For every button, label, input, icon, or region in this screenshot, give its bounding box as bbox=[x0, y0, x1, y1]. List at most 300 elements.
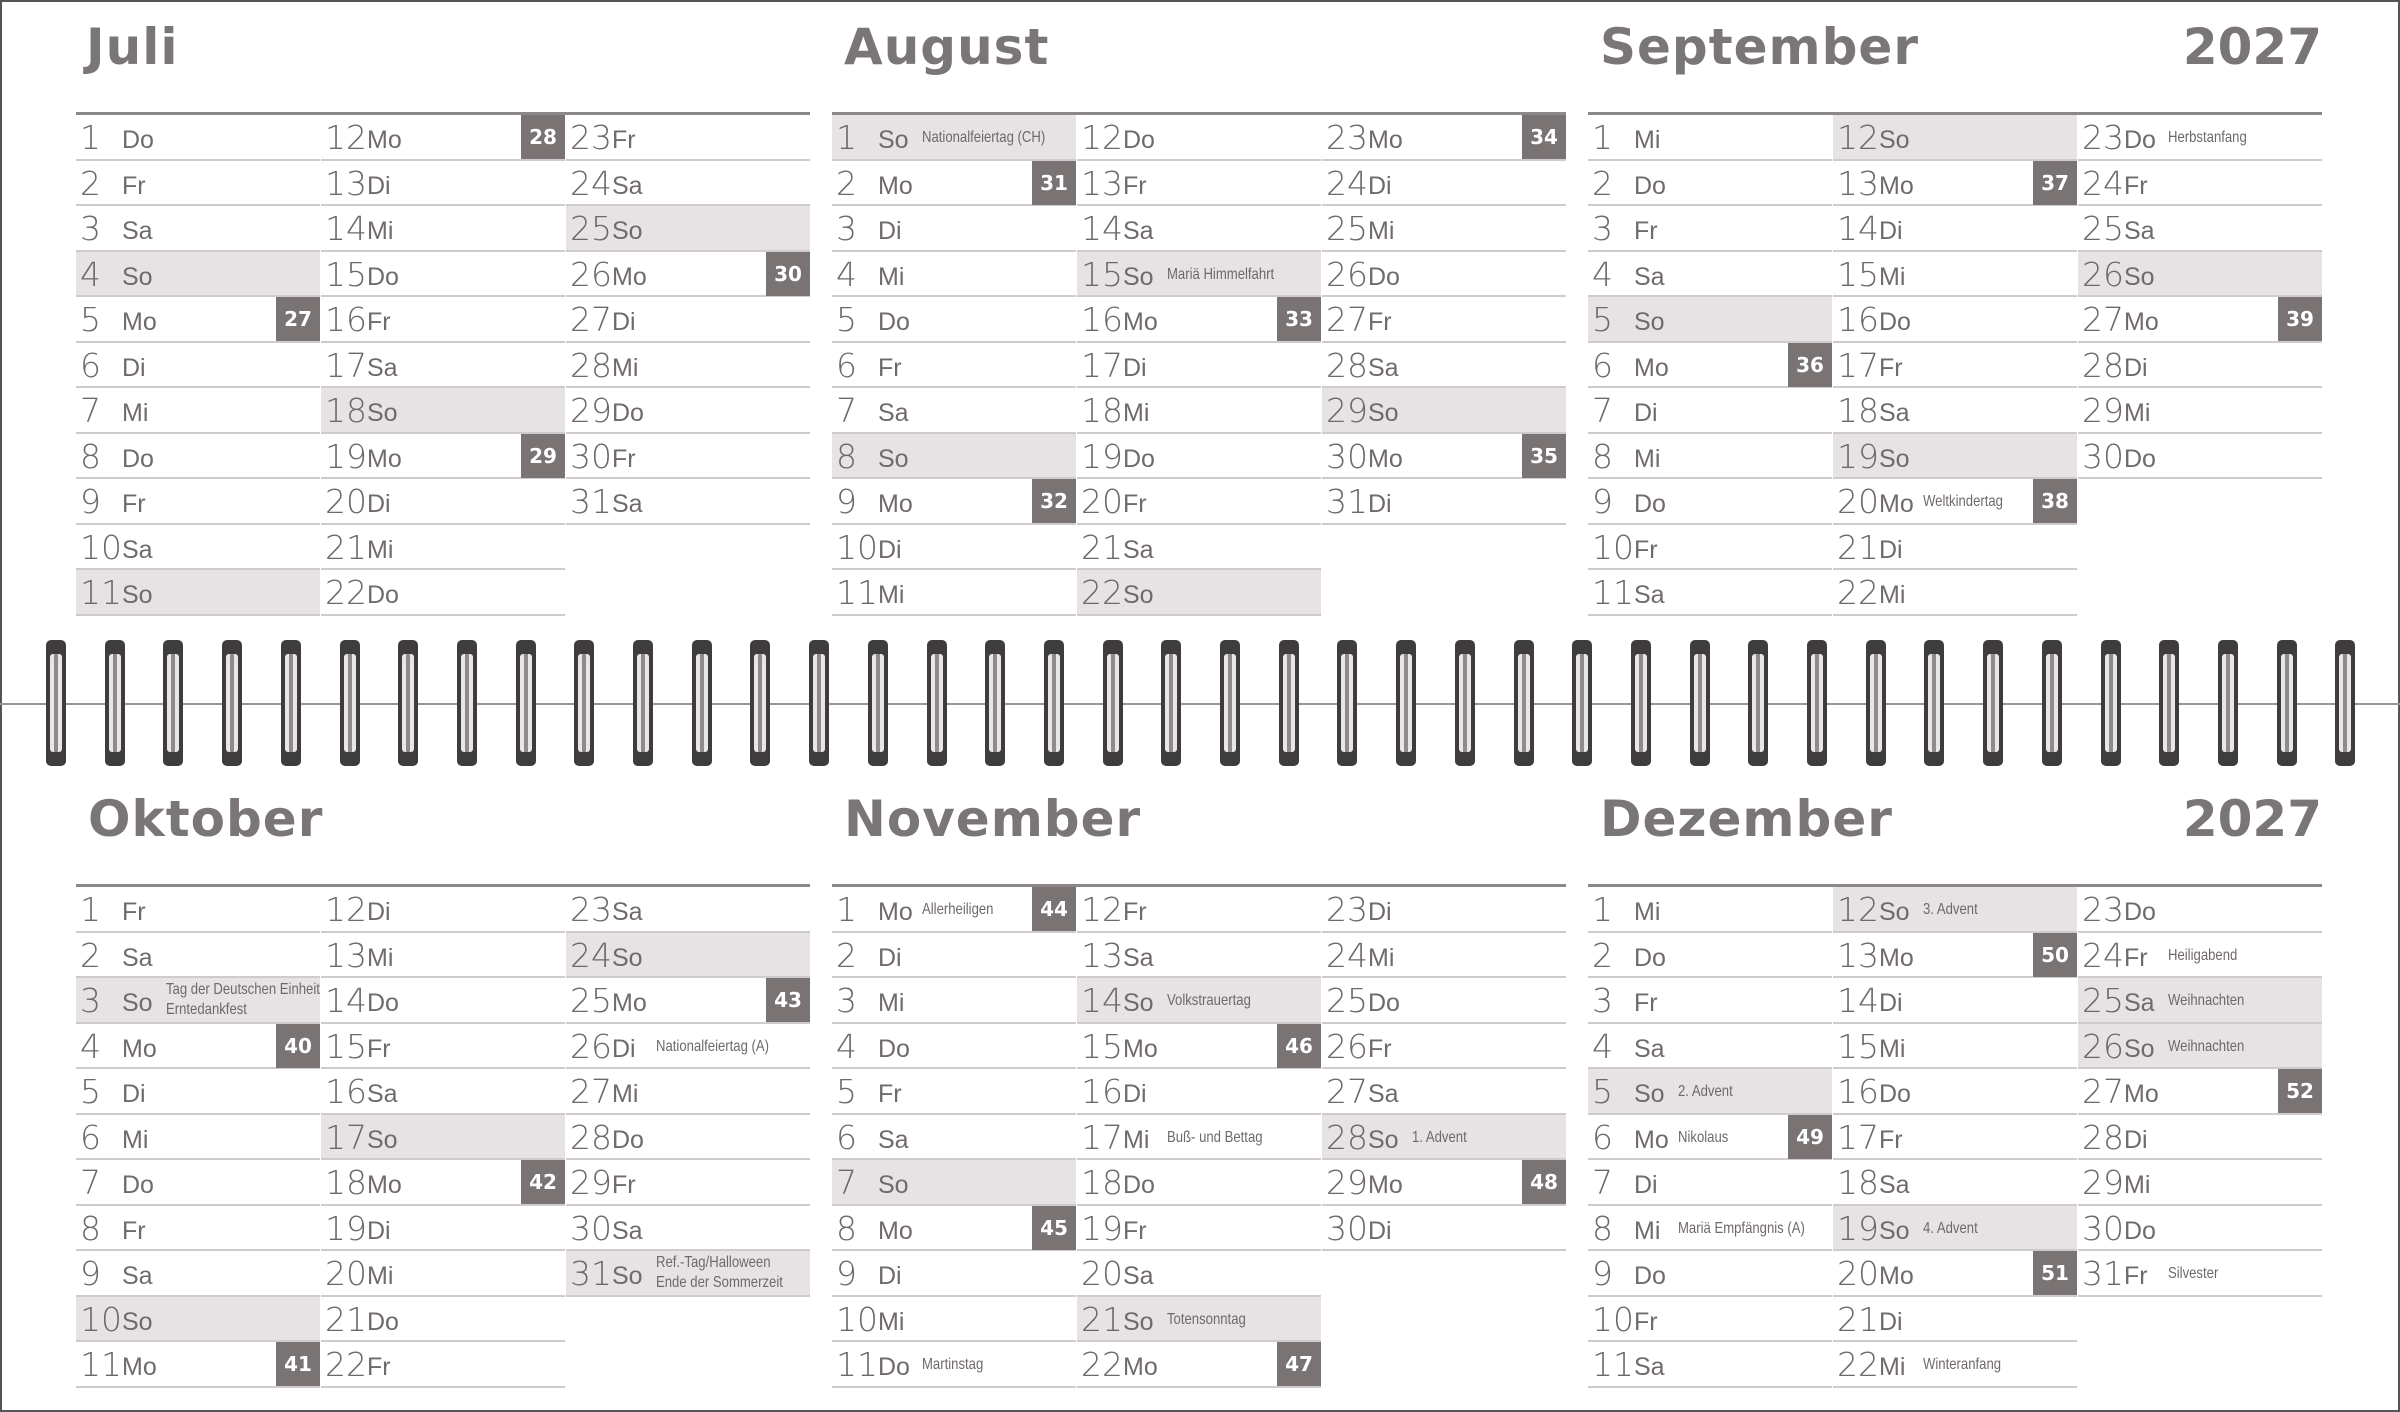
binding-ring-icon bbox=[2214, 640, 2242, 766]
day-number: 12 bbox=[1081, 118, 1123, 157]
day-cell bbox=[1833, 343, 2077, 389]
day-column bbox=[321, 115, 565, 616]
day-number: 8 bbox=[80, 1208, 101, 1248]
weekday-label: Fr bbox=[2124, 171, 2148, 200]
week-number-badge: 48 bbox=[1522, 1160, 1566, 1204]
day-number: 12 bbox=[325, 890, 367, 929]
weekday-label: Fr bbox=[878, 1080, 902, 1108]
weekday-label: Di bbox=[1634, 399, 1658, 427]
day-cell bbox=[1077, 570, 1321, 616]
day-number: 1 bbox=[836, 118, 857, 157]
day-cell bbox=[1833, 434, 2077, 480]
day-number: 11 bbox=[836, 1345, 878, 1384]
week-number-badge: 30 bbox=[766, 252, 810, 296]
day-number: 6 bbox=[1592, 345, 1613, 385]
binding-ring-icon bbox=[1568, 640, 1596, 766]
day-cell bbox=[2078, 1251, 2322, 1297]
binding-ring-icon bbox=[512, 640, 540, 766]
day-number: 28 bbox=[2082, 345, 2124, 385]
weekday-label: Sa bbox=[1123, 1262, 1154, 1290]
day-cell bbox=[1833, 978, 2077, 1024]
day-cell bbox=[1833, 161, 2077, 207]
day-cell bbox=[1833, 1342, 2077, 1388]
binding-ring-icon bbox=[1451, 640, 1479, 766]
holiday-line: Mariä Empfängnis (A) bbox=[1678, 1219, 1805, 1237]
day-number: 30 bbox=[570, 436, 612, 476]
weekday-label: So bbox=[2124, 1034, 2155, 1063]
day-cell bbox=[1077, 252, 1321, 298]
weekday-label: Sa bbox=[1368, 353, 1399, 382]
day-number: 5 bbox=[80, 300, 101, 339]
weekday-label: Di bbox=[1879, 217, 1903, 245]
day-cell bbox=[76, 1069, 320, 1115]
day-number: 18 bbox=[1837, 1163, 1879, 1202]
day-number: 24 bbox=[570, 935, 612, 975]
weekday-label: Do bbox=[1368, 262, 1400, 291]
binding-ring-icon bbox=[2097, 640, 2125, 766]
weekday-label: Do bbox=[1634, 943, 1666, 972]
weekday-label: Mo bbox=[612, 989, 647, 1017]
day-cell bbox=[76, 1115, 320, 1161]
week-number-badge: 39 bbox=[2278, 297, 2322, 341]
day-cell bbox=[1322, 252, 1566, 298]
holiday-label bbox=[1923, 901, 1978, 919]
weekday-label: So bbox=[2124, 262, 2155, 291]
week-number-badge: 29 bbox=[521, 434, 565, 478]
day-cell bbox=[2078, 1115, 2322, 1161]
holiday-line: 1. Advent bbox=[1412, 1128, 1467, 1146]
day-number: 11 bbox=[1592, 573, 1634, 612]
day-cell bbox=[1322, 933, 1566, 979]
day-number: 21 bbox=[1081, 527, 1123, 567]
weekday-label: Do bbox=[367, 581, 399, 609]
day-column bbox=[832, 887, 1076, 1388]
weekday-label: Mi bbox=[1879, 1034, 1906, 1063]
day-number: 14 bbox=[1837, 209, 1879, 248]
day-number: 3 bbox=[1592, 981, 1613, 1020]
day-cell bbox=[1588, 434, 1832, 480]
day-cell bbox=[2078, 388, 2322, 434]
holiday-line: Weihnachten bbox=[2168, 992, 2245, 1009]
weekday-label: Sa bbox=[1634, 1034, 1665, 1063]
day-cell bbox=[1588, 933, 1832, 979]
weekday-label: Mo bbox=[1879, 171, 1914, 200]
day-cell bbox=[321, 161, 565, 207]
day-number: 24 bbox=[1326, 163, 1368, 203]
day-cell bbox=[1833, 1251, 2077, 1297]
day-cell bbox=[321, 343, 565, 389]
day-cell bbox=[1588, 1160, 1832, 1206]
weekday-label: Mo bbox=[367, 126, 402, 154]
week-number-badge: 36 bbox=[1788, 343, 1832, 387]
day-cell bbox=[832, 525, 1076, 571]
day-cell bbox=[832, 434, 1076, 480]
weekday-label: Mi bbox=[367, 1262, 394, 1290]
day-cell bbox=[832, 1115, 1076, 1161]
binding-ring-icon bbox=[453, 640, 481, 766]
day-number: 27 bbox=[2082, 300, 2124, 339]
holiday-line: Heiligabend bbox=[2168, 946, 2238, 964]
weekday-label: Fr bbox=[878, 353, 902, 382]
day-cell bbox=[1322, 434, 1566, 480]
day-cell bbox=[1077, 1206, 1321, 1252]
weekday-label: Di bbox=[1879, 1307, 1903, 1336]
day-cell bbox=[832, 933, 1076, 979]
day-cell bbox=[76, 1160, 320, 1206]
day-cell bbox=[2078, 1160, 2322, 1206]
holiday-line: Ref.-Tag/Halloween bbox=[656, 1254, 771, 1271]
weekday-label: Do bbox=[1879, 1080, 1911, 1108]
holiday-line: Nikolaus bbox=[1678, 1128, 1729, 1146]
weekday-label: Sa bbox=[612, 171, 643, 200]
day-cell bbox=[1077, 1024, 1321, 1070]
weekday-label: Do bbox=[1123, 126, 1155, 154]
holiday-label bbox=[1167, 266, 1274, 284]
holiday-label bbox=[1167, 992, 1251, 1010]
day-number: 11 bbox=[836, 573, 878, 612]
day-column bbox=[1833, 115, 2077, 616]
day-column bbox=[566, 887, 810, 1297]
day-number: 20 bbox=[325, 482, 367, 521]
weekday-label: Sa bbox=[1634, 581, 1665, 609]
day-cell bbox=[76, 297, 320, 343]
day-number: 3 bbox=[836, 209, 857, 248]
day-cell bbox=[321, 434, 565, 480]
day-number: 20 bbox=[1081, 482, 1123, 521]
day-cell bbox=[566, 1024, 810, 1070]
day-cell bbox=[321, 297, 565, 343]
day-cell bbox=[1077, 479, 1321, 525]
weekday-label: Mi bbox=[1634, 444, 1661, 473]
weekday-label: Mi bbox=[367, 217, 394, 245]
day-cell bbox=[2078, 115, 2322, 161]
day-number: 27 bbox=[570, 1072, 612, 1111]
day-cell bbox=[2078, 1206, 2322, 1252]
weekday-label: Mo bbox=[1368, 1171, 1403, 1199]
day-number: 14 bbox=[1837, 981, 1879, 1020]
weekday-label: Mi bbox=[612, 353, 639, 382]
holiday-label bbox=[1167, 1129, 1263, 1147]
week-number-badge: 42 bbox=[521, 1160, 565, 1204]
weekday-label: Do bbox=[878, 308, 910, 336]
weekday-label: Do bbox=[367, 989, 399, 1017]
day-cell bbox=[1322, 115, 1566, 161]
day-cell bbox=[2078, 252, 2322, 298]
day-cell bbox=[566, 978, 810, 1024]
weekday-label: Di bbox=[1879, 535, 1903, 564]
day-cell bbox=[1077, 887, 1321, 933]
day-number: 24 bbox=[2082, 163, 2124, 203]
weekday-label: Do bbox=[2124, 126, 2156, 154]
day-number: 17 bbox=[325, 1117, 367, 1157]
weekday-label: Mo bbox=[1634, 353, 1669, 382]
day-number: 15 bbox=[1081, 254, 1123, 294]
day-cell bbox=[832, 206, 1076, 252]
day-column bbox=[76, 887, 320, 1388]
week-number-badge: 32 bbox=[1032, 479, 1076, 523]
day-number: 2 bbox=[836, 935, 857, 975]
binding-ring-icon bbox=[1510, 640, 1538, 766]
day-number: 13 bbox=[1081, 163, 1123, 203]
day-cell bbox=[832, 1024, 1076, 1070]
day-number: 2 bbox=[1592, 935, 1613, 975]
day-cell bbox=[321, 570, 565, 616]
day-number: 2 bbox=[80, 935, 101, 975]
week-number-badge: 52 bbox=[2278, 1069, 2322, 1113]
day-number: 5 bbox=[836, 1072, 857, 1111]
holiday-line: 3. Advent bbox=[1923, 901, 1978, 918]
weekday-label: So bbox=[1634, 308, 1665, 336]
day-number: 24 bbox=[1326, 935, 1368, 975]
weekday-label: Do bbox=[612, 1125, 644, 1154]
day-cell bbox=[1077, 343, 1321, 389]
weekday-label: Fr bbox=[367, 308, 391, 336]
weekday-label: So bbox=[1879, 126, 1910, 154]
day-number: 8 bbox=[836, 436, 857, 476]
weekday-label: Di bbox=[122, 1080, 146, 1108]
binding-ring-icon bbox=[1157, 640, 1185, 766]
day-number: 12 bbox=[1081, 890, 1123, 929]
weekday-label: Do bbox=[122, 126, 154, 154]
day-cell bbox=[566, 206, 810, 252]
holiday-label bbox=[922, 901, 993, 919]
day-number: 8 bbox=[1592, 436, 1613, 476]
month-title: Dezember bbox=[1600, 790, 1893, 848]
day-number: 18 bbox=[325, 391, 367, 430]
day-number: 24 bbox=[570, 163, 612, 203]
day-number: 18 bbox=[325, 1163, 367, 1202]
day-number: 6 bbox=[80, 1117, 101, 1157]
day-number: 8 bbox=[1592, 1208, 1613, 1248]
weekday-label: Di bbox=[367, 490, 391, 518]
binding-ring-icon bbox=[1920, 640, 1948, 766]
day-cell bbox=[2078, 343, 2322, 389]
day-cell bbox=[832, 115, 1076, 161]
day-cell bbox=[1833, 933, 2077, 979]
day-cell bbox=[1077, 1115, 1321, 1161]
day-cell bbox=[1077, 388, 1321, 434]
day-cell bbox=[1077, 1297, 1321, 1343]
holiday-label bbox=[1923, 1356, 2001, 1374]
weekday-label: Sa bbox=[122, 217, 153, 245]
weekday-label: Fr bbox=[2124, 943, 2148, 972]
weekday-label: Sa bbox=[878, 399, 909, 427]
binding-ring-icon bbox=[629, 640, 657, 766]
day-cell bbox=[76, 115, 320, 161]
day-cell bbox=[1833, 570, 2077, 616]
day-number: 31 bbox=[2082, 1254, 2124, 1293]
day-cell bbox=[832, 1069, 1076, 1115]
weekday-label: Mo bbox=[1368, 126, 1403, 154]
weekday-label: Fr bbox=[367, 1353, 391, 1381]
holiday-label bbox=[1923, 493, 2003, 511]
weekday-label: Sa bbox=[1634, 262, 1665, 291]
day-number: 1 bbox=[80, 890, 101, 929]
weekday-label: Di bbox=[367, 171, 391, 200]
day-cell bbox=[2078, 206, 2322, 252]
day-number: 16 bbox=[1081, 1072, 1123, 1111]
holiday-label bbox=[1412, 1129, 1467, 1147]
day-cell bbox=[2078, 933, 2322, 979]
day-number: 29 bbox=[1326, 1163, 1368, 1202]
day-number: 14 bbox=[325, 209, 367, 248]
day-cell bbox=[1322, 1206, 1566, 1252]
day-number: 10 bbox=[836, 1299, 878, 1339]
day-number: 23 bbox=[2082, 890, 2124, 929]
binding-ring-icon bbox=[2038, 640, 2066, 766]
binding-ring-icon bbox=[394, 640, 422, 766]
day-number: 27 bbox=[1326, 300, 1368, 339]
weekday-label: Mo bbox=[612, 262, 647, 291]
binding-ring-icon bbox=[1862, 640, 1890, 766]
day-cell bbox=[832, 1251, 1076, 1297]
binding-ring-icon bbox=[101, 640, 129, 766]
day-cell bbox=[321, 1160, 565, 1206]
weekday-label: Mo bbox=[2124, 308, 2159, 336]
week-number-badge: 31 bbox=[1032, 161, 1076, 205]
holiday-line: Volkstrauertag bbox=[1167, 992, 1251, 1009]
weekday-label: Mo bbox=[878, 898, 913, 926]
day-cell bbox=[1077, 297, 1321, 343]
day-cell bbox=[76, 206, 320, 252]
weekday-label: Fr bbox=[122, 171, 146, 200]
day-cell bbox=[2078, 887, 2322, 933]
weekday-label: So bbox=[1123, 581, 1154, 609]
day-column bbox=[566, 115, 810, 525]
binding-ring-icon bbox=[2331, 640, 2359, 766]
weekday-label: Sa bbox=[1368, 1080, 1399, 1108]
day-cell bbox=[76, 434, 320, 480]
holiday-line: Allerheiligen bbox=[922, 901, 994, 918]
day-cell bbox=[566, 1160, 810, 1206]
holiday-label bbox=[2168, 1265, 2218, 1283]
day-cell bbox=[76, 1251, 320, 1297]
holiday-line: Buß- und Bettag bbox=[1167, 1128, 1263, 1146]
day-number: 12 bbox=[325, 118, 367, 157]
holiday-line: Nationalfeiertag (A) bbox=[656, 1037, 770, 1055]
day-column bbox=[1077, 887, 1321, 1388]
day-cell bbox=[76, 1024, 320, 1070]
day-number: 28 bbox=[1326, 345, 1368, 385]
weekday-label: Mo bbox=[367, 444, 402, 473]
day-column bbox=[2078, 115, 2322, 479]
weekday-label: Do bbox=[122, 444, 154, 473]
weekday-label: Do bbox=[367, 1307, 399, 1336]
day-cell bbox=[1833, 388, 2077, 434]
day-number: 23 bbox=[570, 118, 612, 157]
day-number: 9 bbox=[1592, 1254, 1613, 1293]
year-label: 2027 bbox=[2182, 790, 2322, 848]
day-column bbox=[321, 887, 565, 1388]
binding-ring-icon bbox=[1040, 640, 1068, 766]
day-number: 25 bbox=[570, 981, 612, 1020]
day-number: 23 bbox=[1326, 890, 1368, 929]
weekday-label: Sa bbox=[1123, 535, 1154, 564]
month-title: September bbox=[1600, 18, 1919, 76]
day-cell bbox=[1833, 1160, 2077, 1206]
day-number: 4 bbox=[80, 254, 101, 294]
weekday-label: Fr bbox=[612, 1171, 636, 1199]
spiral-binding bbox=[0, 628, 2400, 778]
day-number: 30 bbox=[2082, 436, 2124, 476]
day-number: 25 bbox=[570, 209, 612, 248]
binding-ring-icon bbox=[1627, 640, 1655, 766]
week-number-badge: 47 bbox=[1277, 1342, 1321, 1386]
day-number: 26 bbox=[2082, 254, 2124, 294]
year-label: 2027 bbox=[2182, 18, 2322, 76]
weekday-label: Mo bbox=[1879, 943, 1914, 972]
weekday-label: Di bbox=[367, 1216, 391, 1245]
day-cell bbox=[321, 1069, 565, 1115]
day-cell bbox=[1588, 343, 1832, 389]
day-number: 3 bbox=[1592, 209, 1613, 248]
weekday-label: Fr bbox=[1634, 535, 1658, 564]
weekday-label: Do bbox=[2124, 444, 2156, 473]
binding-ring-icon bbox=[1803, 640, 1831, 766]
day-cell bbox=[1833, 525, 2077, 571]
day-cell bbox=[1588, 978, 1832, 1024]
day-column bbox=[1077, 115, 1321, 616]
day-number: 19 bbox=[325, 1208, 367, 1248]
binding-ring-icon bbox=[981, 640, 1009, 766]
day-cell bbox=[832, 297, 1076, 343]
day-number: 5 bbox=[836, 300, 857, 339]
day-number: 13 bbox=[325, 935, 367, 975]
binding-ring-icon bbox=[923, 640, 951, 766]
holiday-label bbox=[2168, 992, 2244, 1010]
week-number-badge: 33 bbox=[1277, 297, 1321, 341]
day-cell bbox=[832, 887, 1076, 933]
day-number: 15 bbox=[1837, 254, 1879, 294]
day-number: 6 bbox=[1592, 1117, 1613, 1157]
day-number: 8 bbox=[836, 1208, 857, 1248]
day-cell bbox=[566, 933, 810, 979]
weekday-label: Mi bbox=[612, 1080, 639, 1108]
weekday-label: Mo bbox=[1123, 1353, 1158, 1381]
holiday-line: Mariä Himmelfahrt bbox=[1167, 265, 1275, 283]
day-number: 30 bbox=[2082, 1208, 2124, 1248]
day-number: 20 bbox=[1081, 1254, 1123, 1293]
weekday-label: Mo bbox=[1123, 1034, 1158, 1063]
day-number: 28 bbox=[1326, 1117, 1368, 1157]
day-cell bbox=[1077, 1160, 1321, 1206]
week-number-badge: 27 bbox=[276, 297, 320, 341]
day-number: 26 bbox=[570, 1026, 612, 1066]
binding-ring-icon bbox=[1392, 640, 1420, 766]
holiday-label bbox=[922, 129, 1045, 147]
weekday-label: So bbox=[1879, 1216, 1910, 1245]
weekday-label: Fr bbox=[612, 444, 636, 473]
day-number: 28 bbox=[2082, 1117, 2124, 1157]
day-cell bbox=[76, 525, 320, 571]
holiday-line: Martinstag bbox=[922, 1356, 984, 1373]
day-cell bbox=[2078, 434, 2322, 480]
holiday-label bbox=[1678, 1129, 1728, 1147]
weekday-label: Mo bbox=[122, 1034, 157, 1063]
weekday-label: Mo bbox=[1368, 444, 1403, 473]
weekday-label: Mi bbox=[122, 1125, 149, 1154]
day-number: 6 bbox=[836, 1117, 857, 1157]
weekday-label: Do bbox=[878, 1034, 910, 1063]
weekday-label: Di bbox=[878, 535, 902, 564]
binding-ring-icon bbox=[159, 640, 187, 766]
day-number: 17 bbox=[1081, 345, 1123, 385]
day-number: 5 bbox=[1592, 300, 1613, 339]
week-number-badge: 40 bbox=[276, 1024, 320, 1068]
day-cell bbox=[76, 1342, 320, 1388]
day-cell bbox=[76, 570, 320, 616]
day-cell bbox=[566, 434, 810, 480]
